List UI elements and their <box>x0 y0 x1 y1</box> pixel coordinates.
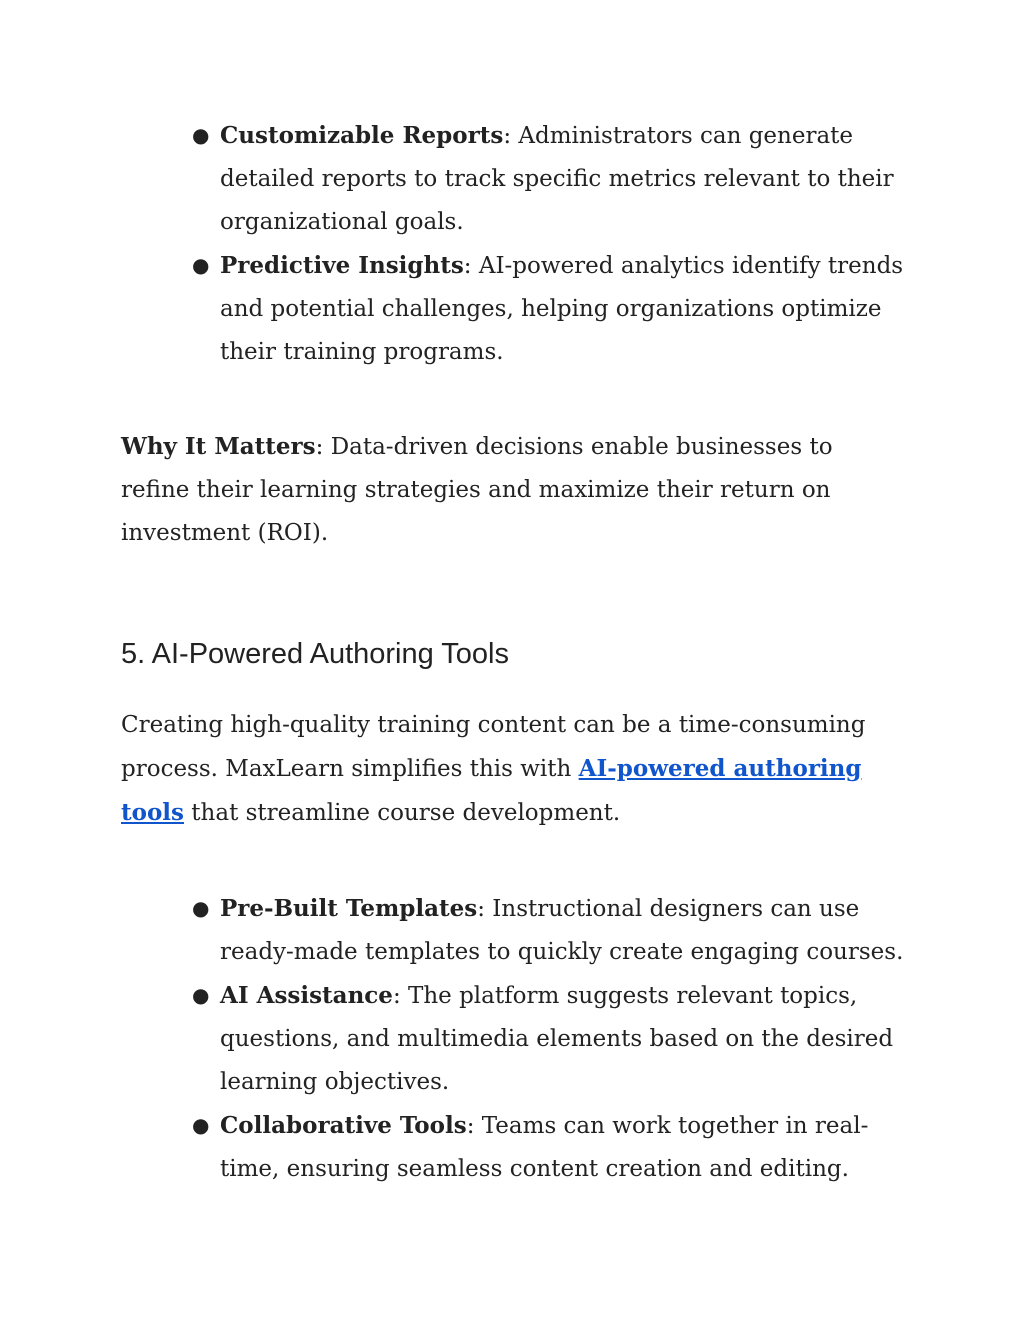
term-separator: : <box>503 123 519 149</box>
term-separator: : <box>392 983 408 1009</box>
feature-term: Customizable Reports <box>220 122 504 149</box>
feature-description: Instructional designers can use ready-made templates to quickly create engaging courses. <box>220 896 904 965</box>
feature-description: AI-powered analytics identify trends and potential challenges, helping organizations optimize their training programs. <box>220 253 904 365</box>
bullet-icon: ● <box>192 896 210 920</box>
why-it-matters-paragraph <box>121 425 901 555</box>
term-separator: : <box>477 896 493 922</box>
intro-text-after: that streamline course development. <box>184 800 621 826</box>
bullet-icon: ● <box>192 1113 210 1137</box>
section-heading: 5. AI-Powered Authoring Tools <box>121 638 509 670</box>
feature-term: AI Assistance <box>220 982 393 1009</box>
feature-term: Predictive Insights <box>220 252 464 279</box>
intro-text-before: Creating high-quality training content can be a time-consuming process. MaxLearn simplifies this with <box>121 712 866 782</box>
feature-description: Administrators can generate detailed reports to track specific metrics relevant to their organizational goals. <box>220 123 894 235</box>
why-description: Data-driven decisions enable businesses to refine their learning strategies and maximize their return on investment (ROI). <box>121 434 833 546</box>
authoring-feature-list <box>0 887 1024 1191</box>
section-intro-paragraph <box>121 704 901 835</box>
list-item <box>0 244 1024 374</box>
bullet-icon: ● <box>192 253 210 277</box>
bullet-icon: ● <box>192 123 210 147</box>
bullet-icon: ● <box>192 983 210 1007</box>
term-separator: : <box>463 253 479 279</box>
term-separator: : <box>315 434 331 460</box>
feature-description: The platform suggests relevant topics, questions, and multimedia elements based on the desired learning objectives. <box>220 983 894 1095</box>
list-item <box>0 887 1024 974</box>
list-item <box>0 114 1024 244</box>
feature-description: Teams can work together in real-time, ensuring seamless content creation and editing. <box>220 1113 869 1182</box>
feature-term: Pre-Built Templates <box>220 895 478 922</box>
analytics-feature-list <box>0 114 1024 374</box>
list-item <box>0 974 1024 1104</box>
list-item <box>0 1104 1024 1191</box>
why-term: Why It Matters <box>121 433 316 460</box>
term-separator: : <box>466 1113 482 1139</box>
feature-term: Collaborative Tools <box>220 1112 467 1139</box>
authoring-tools-link[interactable]: AI-powered authoring tools <box>121 755 862 826</box>
